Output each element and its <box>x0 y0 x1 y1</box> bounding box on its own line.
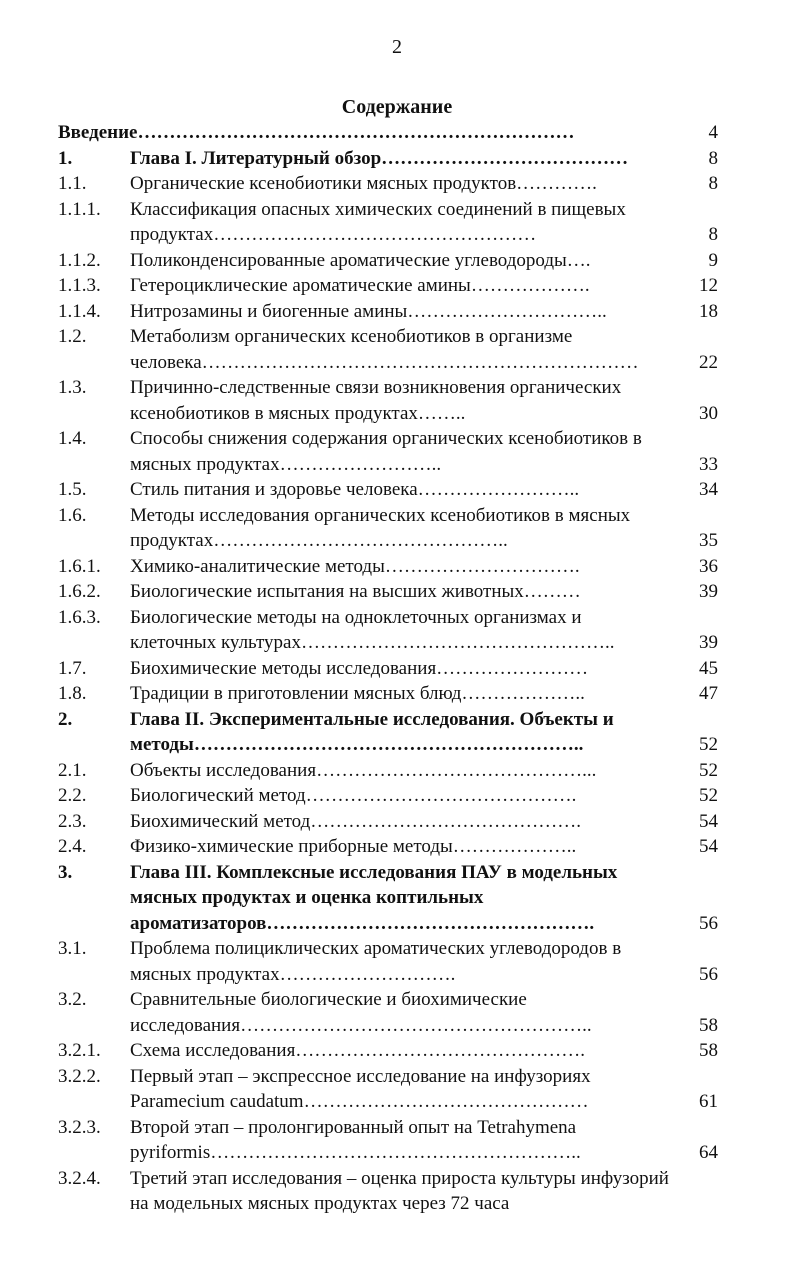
toc-entry-number: 1.6.1. <box>58 555 101 577</box>
table-of-contents <box>58 120 728 1217</box>
toc-entry-number: 3. <box>58 861 73 883</box>
toc-entry-number: 3.2.4. <box>58 1167 101 1189</box>
toc-entry <box>58 171 728 197</box>
toc-title: Содержание <box>341 96 453 118</box>
toc-entry-number: 2.3. <box>58 810 87 832</box>
toc-entry-page: 8 <box>708 147 718 169</box>
toc-entry-number: 1.6.2. <box>58 581 101 602</box>
toc-entry-number: 1.5. <box>58 479 87 500</box>
toc-entry-title: Нитрозамины и биогенные амины………………………….. <box>130 300 607 322</box>
toc-entry <box>58 860 728 937</box>
toc-entry <box>58 477 728 503</box>
toc-entry-page: 58 <box>699 1014 718 1036</box>
toc-entry-number: 1.6. <box>58 504 87 526</box>
toc-entry <box>58 605 728 656</box>
toc-entry-number: 3.2.3. <box>58 1116 101 1138</box>
toc-entry-page: 58 <box>699 1040 718 1061</box>
toc-entry-title: Биологические испытания на высших животных……… <box>130 581 581 602</box>
toc-entry-title: Схема исследования………………………………………. <box>130 1040 586 1061</box>
toc-entry-number: 1.1.2. <box>58 249 101 271</box>
toc-entry-number: 3.1. <box>58 938 87 959</box>
toc-entry <box>58 1115 728 1166</box>
toc-entry-title: Классификация опасных химических соединений в пищевых продуктах…………………………………………… <box>130 198 626 245</box>
toc-entry-page: 35 <box>699 530 718 551</box>
toc-entry <box>58 554 728 580</box>
toc-entry-page: 4 <box>708 122 718 143</box>
toc-entry-title: Сравнительные биологические и биохимические исследования……………………………………………….. <box>130 989 592 1036</box>
toc-entry-title: Третий этап исследования – оценка прироста культуры инфузорий на модельных мясных продуктах через 72 часа <box>130 1167 669 1214</box>
toc-entry-page: 52 <box>699 734 718 755</box>
toc-entry-number: 1.1.1. <box>58 198 101 220</box>
toc-entry-number: 1.4. <box>58 428 87 449</box>
toc-entry-number: 1.8. <box>58 683 87 704</box>
toc-entry-page: 54 <box>699 810 718 832</box>
toc-entry-number: 1.3. <box>58 377 87 398</box>
toc-entry-page: 56 <box>699 963 718 985</box>
toc-entry <box>58 783 728 809</box>
toc-entry <box>58 809 728 835</box>
toc-entry-page: 47 <box>699 683 718 704</box>
toc-entry-number: 3.2. <box>58 989 87 1010</box>
toc-entry-title: Объекты исследования……………………………………... <box>130 759 597 781</box>
toc-entry-page: 22 <box>699 351 718 373</box>
toc-entry-title: Биохимические методы исследования…………………… <box>130 657 589 679</box>
toc-entry-title: Гетероциклические ароматические амины………………. <box>130 275 590 296</box>
toc-entry <box>58 375 728 426</box>
toc-entry <box>58 1064 728 1115</box>
toc-entry-page: 52 <box>699 785 718 806</box>
toc-entry <box>58 758 728 784</box>
toc-entry-title: Глава III. Комплексные исследования ПАУ в модельных мясных продуктах и оценка коптильных ароматизаторов……………………………………………. <box>130 861 618 934</box>
toc-entry-number: 3.2.2. <box>58 1065 101 1087</box>
toc-entry-title: Органические ксенобиотики мясных продуктов…………. <box>130 173 597 194</box>
toc-entry-page: 8 <box>708 173 718 194</box>
toc-entry-page: 39 <box>699 581 718 602</box>
toc-entry <box>58 1166 728 1217</box>
toc-entry-page: 18 <box>699 300 718 322</box>
toc-entry <box>58 197 728 248</box>
toc-entry-title: Биологический метод……………………………………. <box>130 785 577 806</box>
toc-entry-number: 1.2. <box>58 326 87 347</box>
toc-entry <box>58 324 728 375</box>
toc-entry-title: Проблема полициклических ароматических углеводородов в мясных продуктах………………………. <box>130 938 622 985</box>
toc-entry-title: Причинно-следственные связи возникновения органических ксенобиотиков в мясных продуктах…….. <box>130 377 622 424</box>
toc-entry <box>58 503 728 554</box>
toc-entry-page: 45 <box>699 657 718 679</box>
toc-entry-page: 33 <box>699 453 718 475</box>
toc-entry <box>58 834 728 860</box>
toc-entry-number: 2.4. <box>58 836 87 857</box>
toc-entry <box>58 681 728 707</box>
toc-entry-title: Введение…………………………………………………………… <box>58 122 575 143</box>
toc-entry <box>58 273 728 299</box>
toc-entry-title: Физико-химические приборные методы……………….. <box>130 836 577 857</box>
toc-entry-page: 54 <box>699 836 718 857</box>
toc-entry-page: 8 <box>708 224 718 245</box>
toc-entry-number: 1.1.4. <box>58 300 101 322</box>
toc-entry-number: 2.1. <box>58 759 87 781</box>
toc-entry <box>58 1038 728 1064</box>
toc-entry-page: 39 <box>699 632 718 653</box>
toc-entry-page: 56 <box>699 912 718 934</box>
toc-entry <box>58 248 728 274</box>
toc-entry-number: 1.1.3. <box>58 275 101 296</box>
toc-entry-number: 2. <box>58 708 73 730</box>
toc-entry-title: Традиции в приготовлении мясных блюд……………….. <box>130 683 585 704</box>
toc-entry-title: Поликонденсированные ароматические углеводороды…. <box>130 249 591 271</box>
toc-entry <box>58 656 728 682</box>
toc-entry-title: Метаболизм органических ксенобиотиков в организме человека…………………………………………………………… <box>130 326 639 373</box>
toc-entry-number: 1. <box>58 147 73 169</box>
toc-entry <box>58 426 728 477</box>
toc-entry-page: 52 <box>699 759 718 781</box>
page-number: 2 <box>392 36 402 58</box>
toc-entry-number: 2.2. <box>58 785 87 806</box>
toc-entry-title: Химико-аналитические методы…………………………. <box>130 555 580 577</box>
toc-entry-title: Методы исследования органических ксенобиотиков в мясных продуктах……………………………………….. <box>130 504 631 551</box>
toc-entry-title: Способы снижения содержания органических ксенобиотиков в мясных продуктах…………………….. <box>130 428 642 475</box>
toc-entry-title: Второй этап – пролонгированный опыт на Tetrahymena pyriformis………………………………………………….. <box>130 1116 581 1163</box>
toc-entry <box>58 299 728 325</box>
toc-entry-title: Биологические методы на одноклеточных организмах и клеточных культурах………………………………………….. <box>130 606 615 653</box>
toc-entry <box>58 146 728 172</box>
toc-entry <box>58 120 728 146</box>
toc-entry-number: 1.6.3. <box>58 606 101 628</box>
toc-entry-page: 9 <box>708 249 718 271</box>
toc-entry-number: 1.1. <box>58 173 87 194</box>
toc-entry-number: 3.2.1. <box>58 1040 101 1061</box>
toc-entry-number: 1.7. <box>58 657 87 679</box>
toc-entry-title: Биохимический метод……………………………………. <box>130 810 582 832</box>
toc-entry-title: Глава II. Экспериментальные исследования. Объекты и методы…………………………………………………….. <box>130 708 614 755</box>
toc-entry-page: 34 <box>699 479 718 500</box>
toc-entry-page: 30 <box>699 402 718 424</box>
toc-entry <box>58 987 728 1038</box>
toc-entry-page: 36 <box>699 555 718 577</box>
toc-entry <box>58 707 728 758</box>
toc-entry-title: Стиль питания и здоровье человека…………………….. <box>130 479 580 500</box>
toc-entry <box>58 579 728 605</box>
toc-entry <box>58 936 728 987</box>
toc-entry-title: Глава I. Литературный обзор………………………………… <box>130 147 629 169</box>
toc-entry-title: Первый этап – экспрессное исследование на инфузориях Paramecium caudatum……………………………………… <box>130 1065 591 1112</box>
toc-entry-page: 61 <box>699 1091 718 1112</box>
toc-entry-page: 64 <box>699 1142 718 1163</box>
toc-entry-page: 12 <box>699 275 718 296</box>
